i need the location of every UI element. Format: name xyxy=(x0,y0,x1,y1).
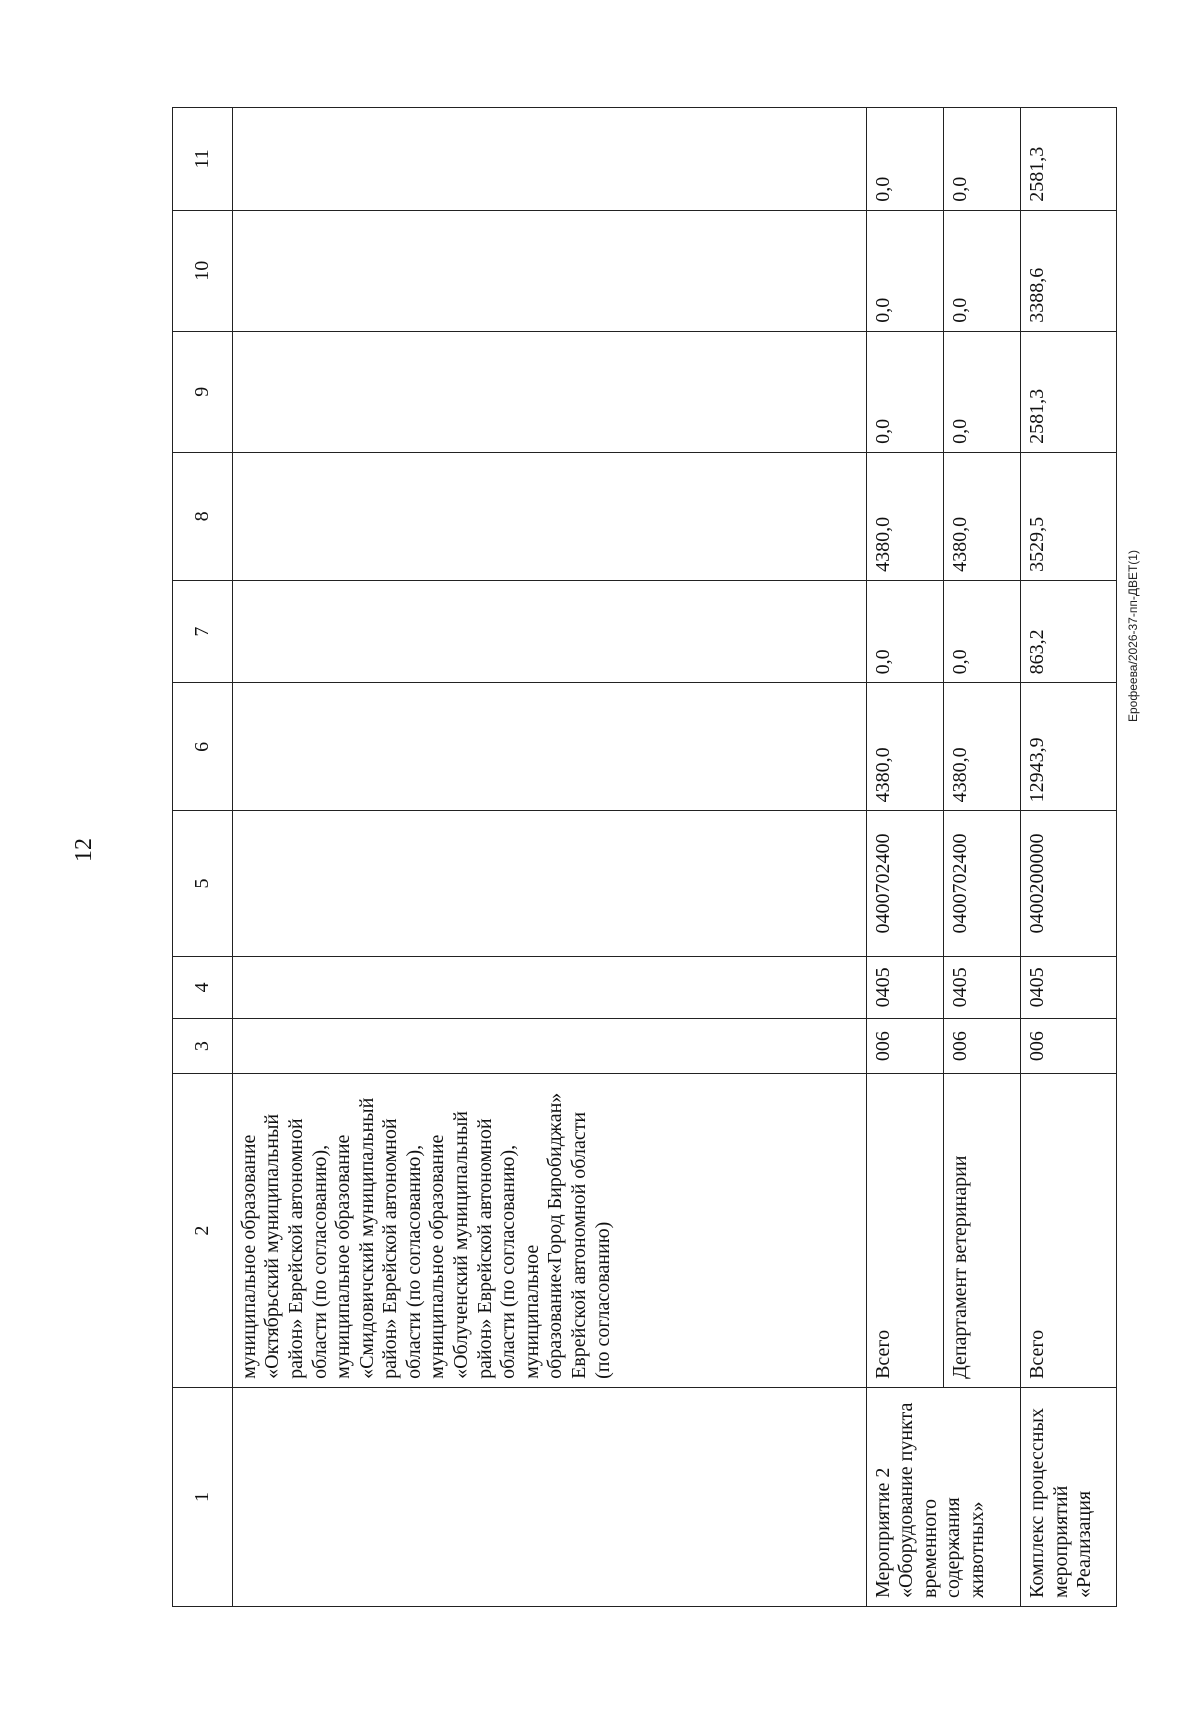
header-cell: 2 xyxy=(173,1074,233,1388)
value-cell xyxy=(232,580,866,683)
header-cell: 4 xyxy=(173,956,233,1018)
value-cell xyxy=(232,210,866,331)
section-cell xyxy=(232,956,866,1018)
grbs-cell: 006 xyxy=(1021,1018,1117,1073)
header-cell: 10 xyxy=(173,210,233,331)
section-cell: 0405 xyxy=(866,956,943,1018)
executor-cell: муниципальное образование «Октябрьский муниципальный район» Еврейской автономной области (по согласованию), муниципальное образование «Смидовичский муниципальный район» Еврейской автономной области (по согласованию), муниципальное образование «Облученский муниципальный район» Еврейской автономной области (по согласованию), муниципальное образование«Город Биробиджан» Еврейской автономной области (по согласованию) xyxy=(232,1074,866,1388)
table-row xyxy=(232,108,866,1607)
budget-table xyxy=(172,107,1117,1607)
document-reference-note: Ерофеева/2026-37-пп-ДВЕТ(1) xyxy=(1126,550,1140,722)
measure-cell: Мероприятие 2 «Оборудование пункта временного содержания животных» xyxy=(866,1387,1021,1606)
value-cell: 0,0 xyxy=(866,108,943,211)
page-number: 12 xyxy=(71,838,97,862)
value-cell: 4380,0 xyxy=(866,683,943,811)
value-cell: 4380,0 xyxy=(943,683,1020,811)
value-cell xyxy=(232,108,866,211)
header-cell: 8 xyxy=(173,452,233,580)
value-cell: 4380,0 xyxy=(866,452,943,580)
value-cell: 4380,0 xyxy=(943,452,1020,580)
value-cell: 863,2 xyxy=(1021,580,1117,683)
executor-cell: Департамент ветеринарии xyxy=(943,1074,1020,1388)
target-article-cell: 0400702400 xyxy=(866,811,943,956)
header-cell: 9 xyxy=(173,331,233,452)
value-cell: 0,0 xyxy=(943,210,1020,331)
table-row xyxy=(866,108,943,1607)
value-cell xyxy=(232,331,866,452)
section-cell: 0405 xyxy=(1021,956,1117,1018)
value-cell: 0,0 xyxy=(866,331,943,452)
header-cell: 6 xyxy=(173,683,233,811)
header-cell: 11 xyxy=(173,108,233,211)
grbs-cell: 006 xyxy=(866,1018,943,1073)
measure-cell xyxy=(232,1387,866,1606)
target-article-cell xyxy=(232,811,866,956)
value-cell: 0,0 xyxy=(866,210,943,331)
grbs-cell xyxy=(232,1018,866,1073)
value-cell: 2581,3 xyxy=(1021,108,1117,211)
section-cell: 0405 xyxy=(943,956,1020,1018)
value-cell xyxy=(232,683,866,811)
rotated-table-container xyxy=(172,107,1117,1607)
value-cell: 0,0 xyxy=(943,580,1020,683)
header-cell: 5 xyxy=(173,811,233,956)
value-cell xyxy=(232,452,866,580)
value-cell: 0,0 xyxy=(866,580,943,683)
value-cell: 0,0 xyxy=(943,108,1020,211)
value-cell: 12943,9 xyxy=(1021,683,1117,811)
header-cell: 3 xyxy=(173,1018,233,1073)
executor-cell: Всего xyxy=(866,1074,943,1388)
table-row xyxy=(1021,108,1117,1607)
value-cell: 2581,3 xyxy=(1021,331,1117,452)
value-cell: 3388,6 xyxy=(1021,210,1117,331)
target-article-cell: 0400200000 xyxy=(1021,811,1117,956)
table-row xyxy=(943,108,1020,1607)
value-cell: 3529,5 xyxy=(1021,452,1117,580)
header-row xyxy=(173,108,233,1607)
target-article-cell: 0400702400 xyxy=(943,811,1020,956)
grbs-cell: 006 xyxy=(943,1018,1020,1073)
header-cell: 1 xyxy=(173,1387,233,1606)
measure-cell: Комплекс процессных мероприятий «Реализация xyxy=(1021,1387,1117,1606)
header-cell: 7 xyxy=(173,580,233,683)
value-cell: 0,0 xyxy=(943,331,1020,452)
executor-cell: Всего xyxy=(1021,1074,1117,1388)
